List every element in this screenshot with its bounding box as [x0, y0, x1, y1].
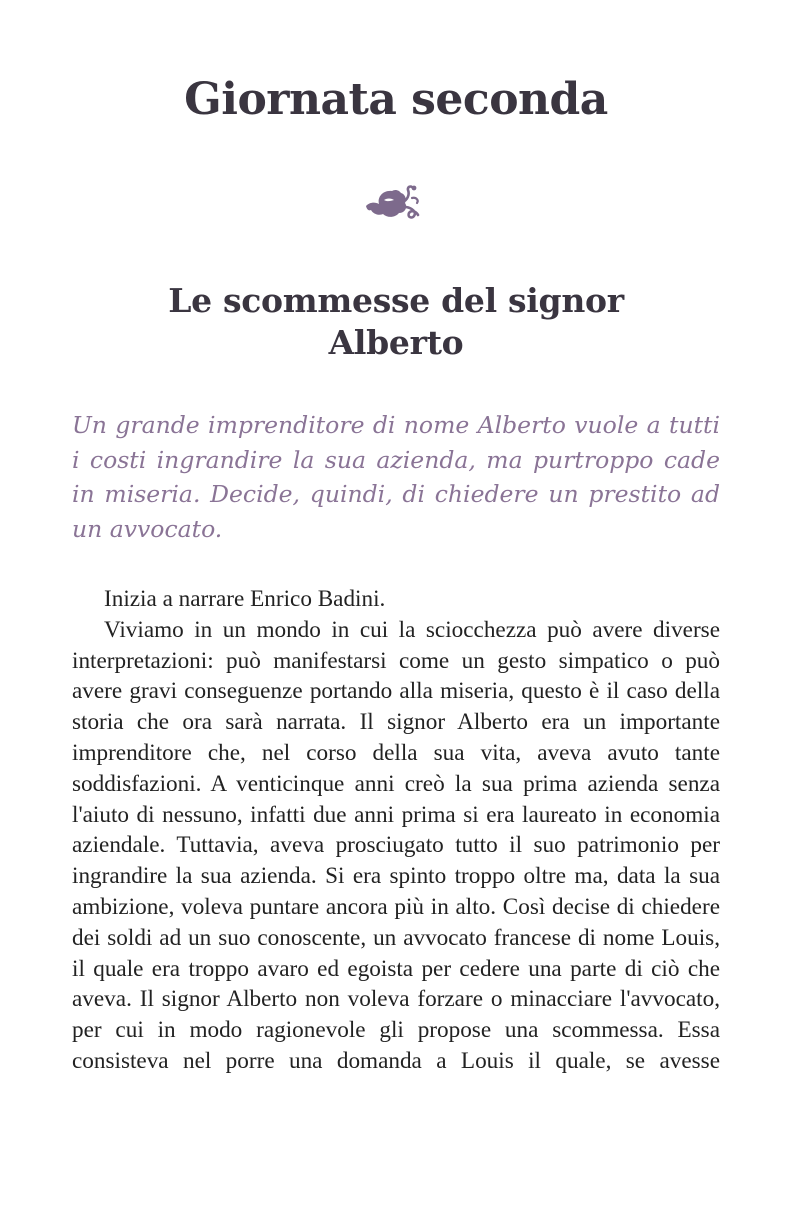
- body-paragraph: Viviamo in un mondo in cui la sciocchezza può avere diverse interpretazioni: può manifestarsi come un gesto simpatico o può avere gravi conseguenze portando alla miseria, questo è il caso della storia che ora sarà narrata. Il signor Alberto era un importante imprenditore che, nel corso della sua vita, aveva avuto tante soddisfazioni. A venticinque anni creò la sua prima azienda senza l'aiuto di nessuno, infatti due anni prima si era laureato in economia aziendale. Tuttavia, aveva prosciugato tutto il suo patrimonio per ingrandire la sua azienda. Si era spinto troppo oltre ma, data la sua ambizione, voleva puntare ancora più in alto. Così decise di chiedere dei soldi ad un suo conoscente, un avvocato francese di nome Louis, il quale era troppo avaro ed egoista per cedere una parte di ciò che aveva. Il signor Alberto non voleva forzare o minacciare l'avvocato, per cui in modo ragionevole gli propose una scommessa. Essa consisteva nel porre una domanda a Louis il quale, se avesse: [72, 616, 720, 1074]
- story-title-line-2: Alberto: [328, 323, 464, 362]
- story-title-line-1: Le scommesse del signor: [168, 281, 624, 320]
- body-paragraph: Inizia a narrare Enrico Badini.: [104, 586, 386, 612]
- leaf-flourish-icon: [362, 178, 430, 222]
- story-abstract: Un grande imprenditore di nome Alberto vuole a tutti i costi ingrandire la sua azienda, ma purtroppo cade in miseria. Decide, quindi, di chiedere un prestito ad un avvocato.: [72, 411, 720, 543]
- chapter-title: Giornata seconda: [184, 74, 608, 125]
- story-title: [70, 280, 722, 364]
- story-body: [72, 584, 720, 1077]
